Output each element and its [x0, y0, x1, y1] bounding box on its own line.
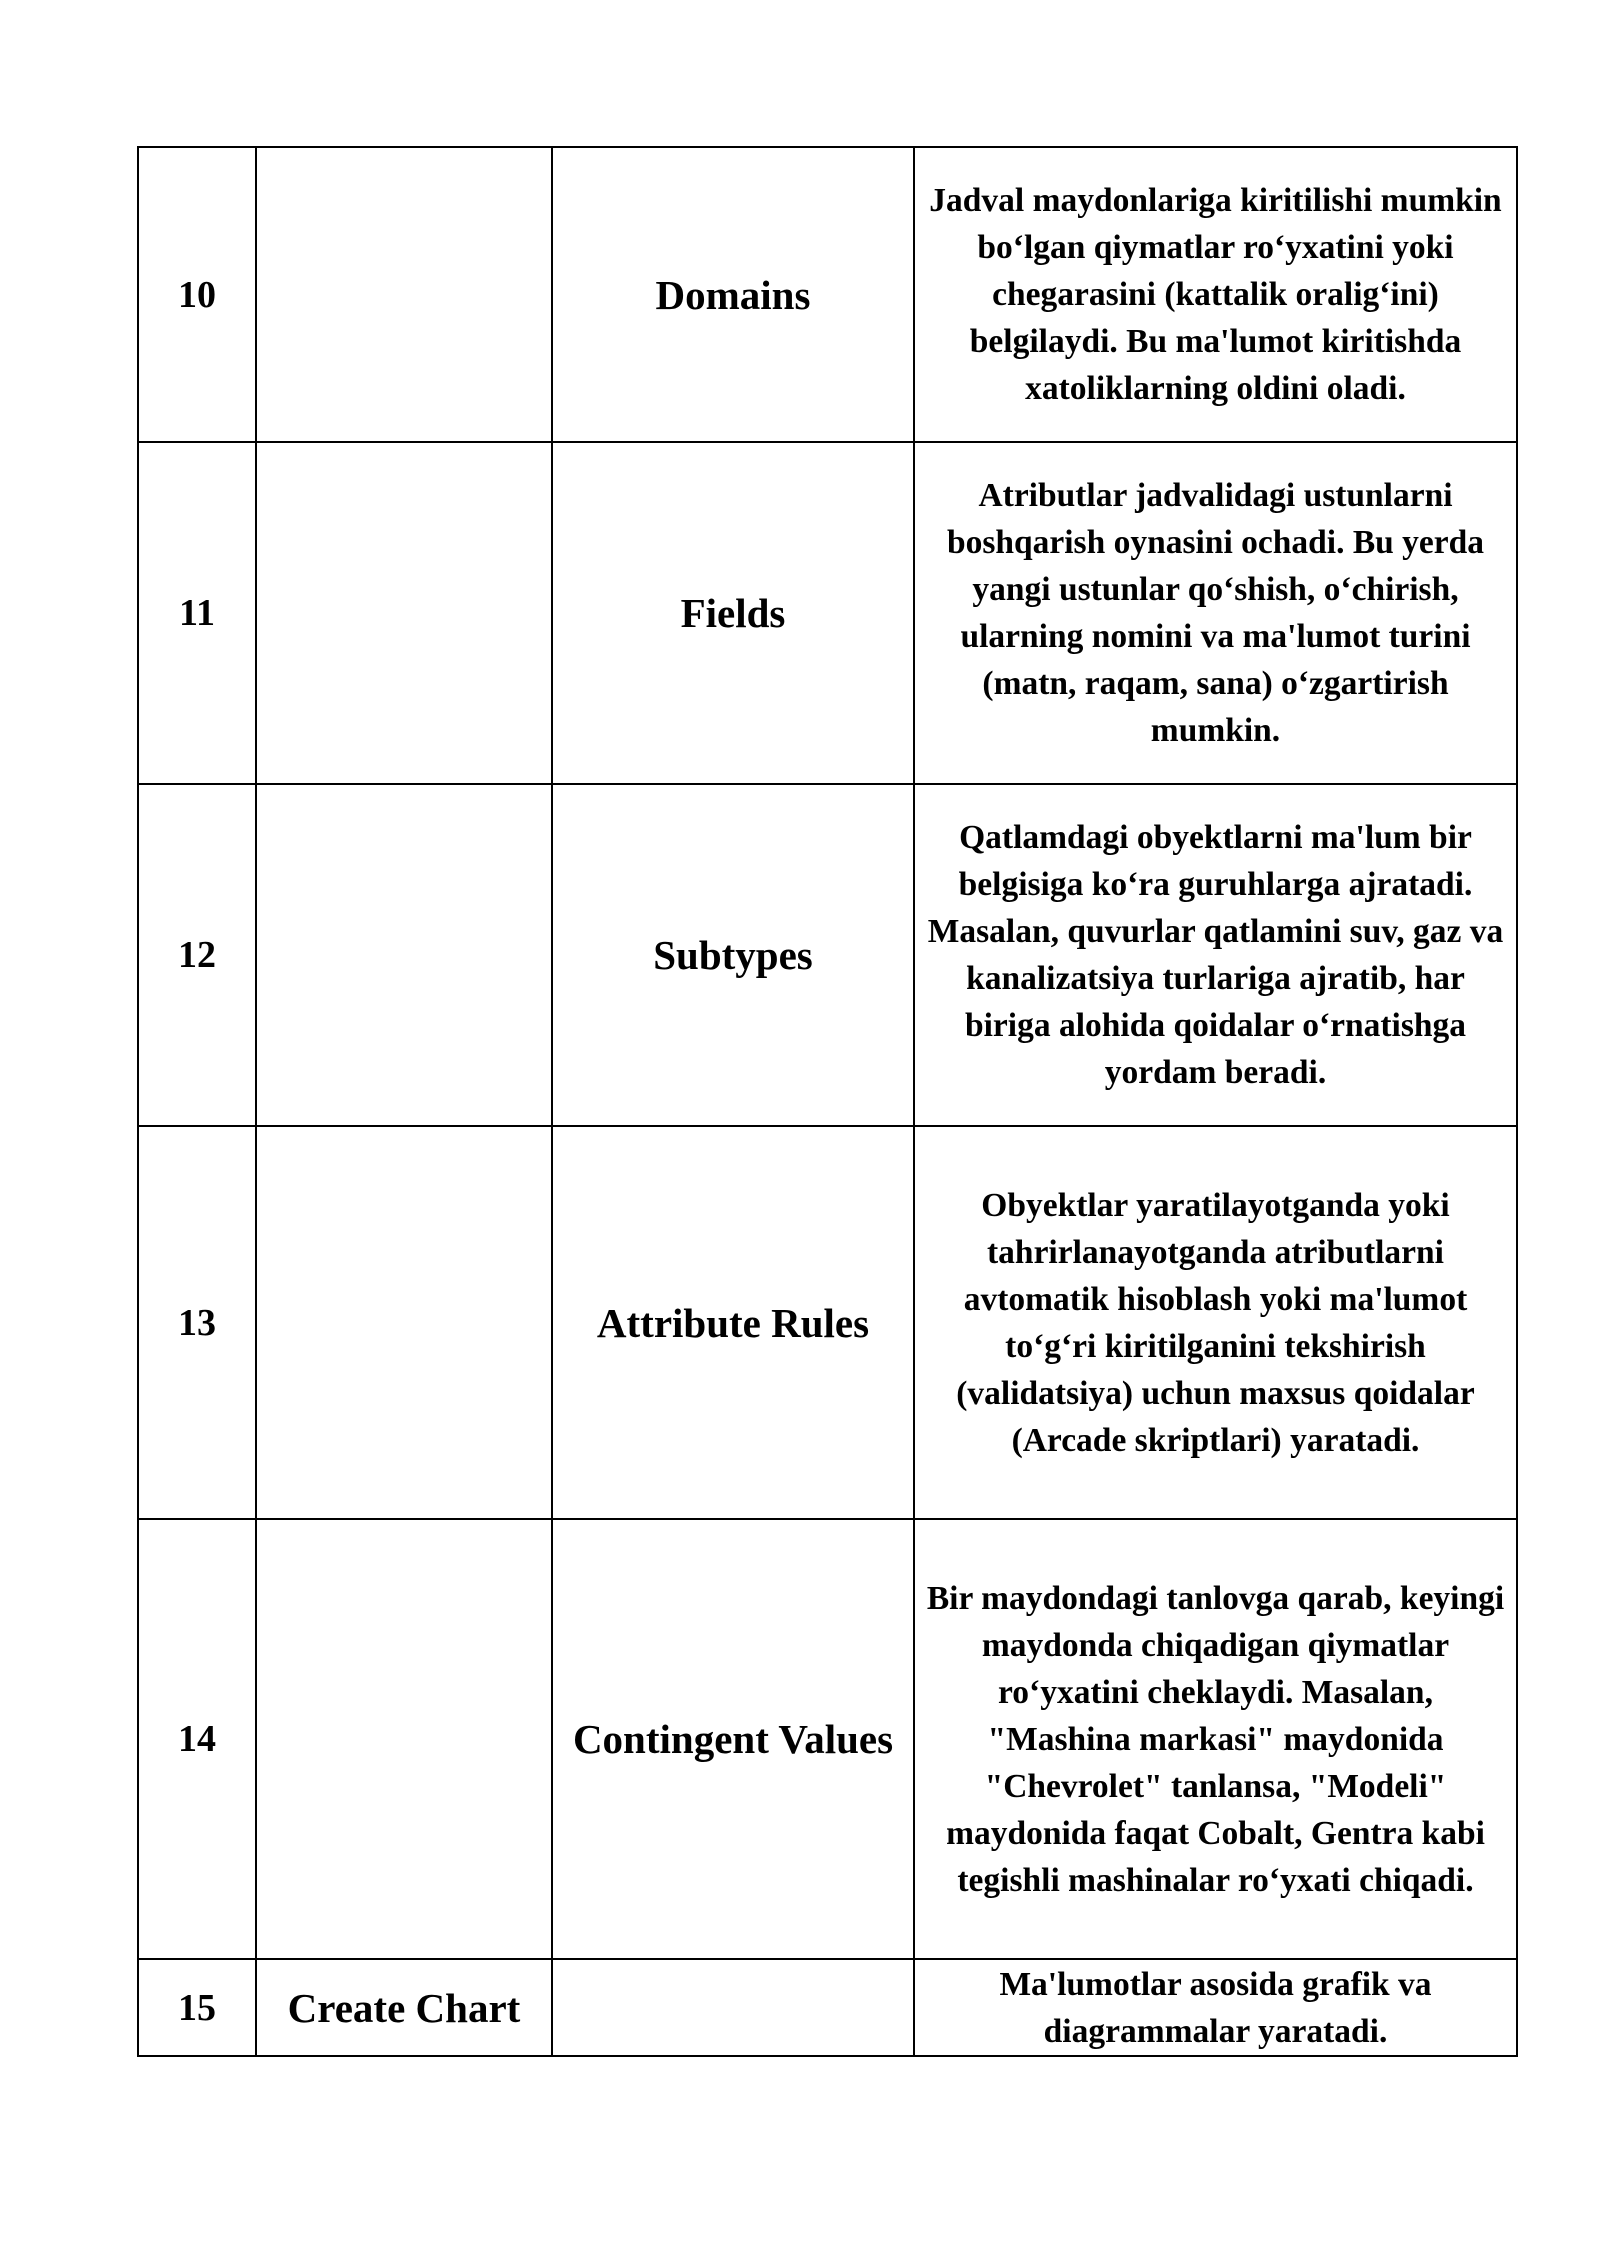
tool-name: [256, 1519, 552, 1959]
tool-description: Ma'lumotlar asosida grafik va diagrammalar yaratadi.: [914, 1959, 1517, 2056]
subtool-name: Attribute Rules: [552, 1126, 914, 1519]
subtool-name: [552, 1959, 914, 2056]
subtool-name: Domains: [552, 147, 914, 442]
row-number: 14: [138, 1519, 256, 1959]
tool-description: Obyektlar yaratilayotganda yoki tahrirlanayotganda atributlarni avtomatik hisoblash yoki ma'lumot to‘g‘ri kiritilganini tekshirish (validatsiya) uchun maxsus qoidalar (Arcade skriptlari) yaratadi.: [914, 1126, 1517, 1519]
row-number: 11: [138, 442, 256, 784]
table-row: [138, 1126, 1517, 1519]
table-row: [138, 442, 1517, 784]
tool-name: [256, 442, 552, 784]
table-row: [138, 1519, 1517, 1959]
subtool-name: Fields: [552, 442, 914, 784]
tool-description: Bir maydondagi tanlovga qarab, keyingi maydonda chiqadigan qiymatlar ro‘yxatini cheklaydi. Masalan, "Mashina markasi" maydonida "Chevrolet" tanlansa, "Modeli" maydonida faqat Cobalt, Gentra kabi tegishli mashinalar ro‘yxati chiqadi.: [914, 1519, 1517, 1959]
table-row: [138, 784, 1517, 1126]
subtool-name: Contingent Values: [552, 1519, 914, 1959]
tool-name: [256, 147, 552, 442]
table-row: [138, 1959, 1517, 2056]
row-number: 15: [138, 1959, 256, 2056]
tool-description: Jadval maydonlariga kiritilishi mumkin bo‘lgan qiymatlar ro‘yxatini yoki chegarasini (kattalik oralig‘ini) belgilaydi. Bu ma'lumot kiritishda xatoliklarning oldini oladi.: [914, 147, 1517, 442]
tool-name: [256, 1126, 552, 1519]
row-number: 13: [138, 1126, 256, 1519]
row-number: 10: [138, 147, 256, 442]
row-number: 12: [138, 784, 256, 1126]
tool-description: Atributlar jadvalidagi ustunlarni boshqarish oynasini ochadi. Bu yerda yangi ustunlar qo‘shish, o‘chirish, ularning nomini va ma'lumot turini (matn, raqam, sana) o‘zgartirish mumkin.: [914, 442, 1517, 784]
tools-table: [137, 146, 1518, 2057]
tool-name: Create Chart: [256, 1959, 552, 2056]
subtool-name: Subtypes: [552, 784, 914, 1126]
tool-name: [256, 784, 552, 1126]
table-body: [138, 147, 1517, 2056]
table-row: [138, 147, 1517, 442]
tool-description: Qatlamdagi obyektlarni ma'lum bir belgisiga ko‘ra guruhlarga ajratadi. Masalan, quvurlar qatlamini suv, gaz va kanalizatsiya turlariga ajratib, har biriga alohida qoidalar o‘rnatishga yordam beradi.: [914, 784, 1517, 1126]
